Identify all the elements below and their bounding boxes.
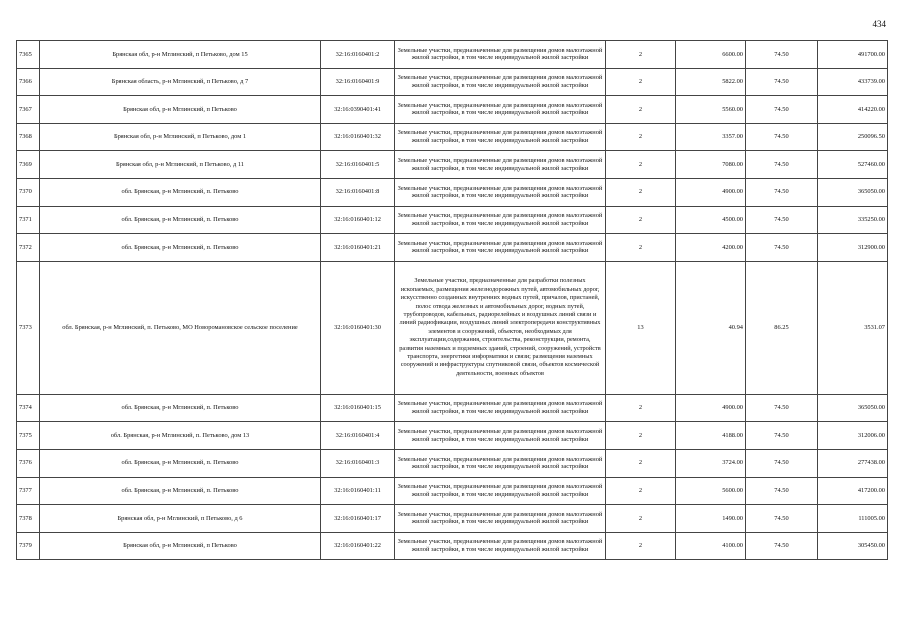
area-cell: 7080.00	[676, 151, 746, 179]
cadastral-number-cell: 32:16:0160401:15	[321, 394, 395, 422]
land-use-cell: Земельные участки, предназначенные для размещения домов малоэтажной жилой застройки, в том числе индивидуальной жилой застройки	[395, 151, 606, 179]
category-cell: 2	[606, 394, 676, 422]
table-row	[17, 505, 888, 533]
table-row	[17, 206, 888, 234]
row-number: 7377	[17, 477, 40, 505]
cadastral-value-cell: 491700.00	[818, 41, 888, 69]
row-number: 7378	[17, 505, 40, 533]
rate-cell: 74.50	[746, 532, 818, 560]
cadastral-value-cell: 417200.00	[818, 477, 888, 505]
category-cell: 2	[606, 123, 676, 151]
row-number: 7370	[17, 178, 40, 206]
cadastral-value-table	[16, 40, 888, 560]
category-cell: 2	[606, 41, 676, 69]
land-use-cell: Земельные участки, предназначенные для размещения домов малоэтажной жилой застройки, в том числе индивидуальной жилой застройки	[395, 68, 606, 96]
cadastral-value-cell: 3531.07	[818, 261, 888, 394]
row-number: 7379	[17, 532, 40, 560]
table-row	[17, 422, 888, 450]
cadastral-number-cell: 32:16:0160401:4	[321, 422, 395, 450]
address-cell: обл. Брянская, р-н Мглинский, п. Петьково	[40, 449, 321, 477]
table-row	[17, 234, 888, 262]
area-cell: 4900.00	[676, 178, 746, 206]
land-use-cell: Земельные участки, предназначенные для размещения домов малоэтажной жилой застройки, в том числе индивидуальной жилой застройки	[395, 394, 606, 422]
rate-cell: 86.25	[746, 261, 818, 394]
cadastral-value-cell: 365050.00	[818, 394, 888, 422]
table-row	[17, 477, 888, 505]
cadastral-value-cell: 250096.50	[818, 123, 888, 151]
address-cell: Брянская обл, р-н Мглинский, п Петьково	[40, 532, 321, 560]
address-cell: обл. Брянская, р-н Мглинский, п. Петьково	[40, 234, 321, 262]
cadastral-number-cell: 32:16:0160401:30	[321, 261, 395, 394]
rate-cell: 74.50	[746, 422, 818, 450]
table-row	[17, 532, 888, 560]
row-number: 7366	[17, 68, 40, 96]
rate-cell: 74.50	[746, 151, 818, 179]
area-cell: 3724.00	[676, 449, 746, 477]
row-number: 7376	[17, 449, 40, 477]
area-cell: 3357.00	[676, 123, 746, 151]
category-cell: 2	[606, 505, 676, 533]
category-cell: 2	[606, 422, 676, 450]
land-use-cell: Земельные участки, предназначенные для размещения домов малоэтажной жилой застройки, в том числе индивидуальной жилой застройки	[395, 206, 606, 234]
land-use-cell: Земельные участки, предназначенные для размещения домов малоэтажной жилой застройки, в том числе индивидуальной жилой застройки	[395, 96, 606, 124]
land-use-cell: Земельные участки, предназначенные для размещения домов малоэтажной жилой застройки, в том числе индивидуальной жилой застройки	[395, 123, 606, 151]
cadastral-value-cell: 414220.00	[818, 96, 888, 124]
area-cell: 4900.00	[676, 394, 746, 422]
category-cell: 2	[606, 178, 676, 206]
cadastral-number-cell: 32:16:0160401:9	[321, 68, 395, 96]
area-cell: 5560.00	[676, 96, 746, 124]
table-row	[17, 178, 888, 206]
cadastral-value-cell: 312900.00	[818, 234, 888, 262]
address-cell: обл. Брянская, р-н Мглинский, п. Петьково	[40, 178, 321, 206]
rate-cell: 74.50	[746, 96, 818, 124]
table-row	[17, 449, 888, 477]
table-row	[17, 261, 888, 394]
rate-cell: 74.50	[746, 178, 818, 206]
category-cell: 2	[606, 206, 676, 234]
land-use-cell: Земельные участки, предназначенные для размещения домов малоэтажной жилой застройки, в том числе индивидуальной жилой застройки	[395, 449, 606, 477]
page-number: 434	[872, 19, 886, 29]
rate-cell: 74.50	[746, 505, 818, 533]
area-cell: 4188.00	[676, 422, 746, 450]
row-number: 7373	[17, 261, 40, 394]
category-cell: 2	[606, 68, 676, 96]
row-number: 7372	[17, 234, 40, 262]
table-row	[17, 68, 888, 96]
row-number: 7375	[17, 422, 40, 450]
area-cell: 40.94	[676, 261, 746, 394]
table-row	[17, 123, 888, 151]
row-number: 7371	[17, 206, 40, 234]
row-number: 7368	[17, 123, 40, 151]
cadastral-value-cell: 111005.00	[818, 505, 888, 533]
row-number: 7367	[17, 96, 40, 124]
category-cell: 2	[606, 449, 676, 477]
rate-cell: 74.50	[746, 234, 818, 262]
cadastral-value-cell: 277438.00	[818, 449, 888, 477]
address-cell: Брянская обл, р-н Мглинский, п Петьково, дом 1	[40, 123, 321, 151]
land-use-cell: Земельные участки, предназначенные для размещения домов малоэтажной жилой застройки, в том числе индивидуальной жилой застройки	[395, 422, 606, 450]
table-row	[17, 394, 888, 422]
table-row	[17, 151, 888, 179]
area-cell: 4200.00	[676, 234, 746, 262]
cadastral-value-cell: 305450.00	[818, 532, 888, 560]
area-cell: 1490.00	[676, 505, 746, 533]
cadastral-number-cell: 32:16:0160401:5	[321, 151, 395, 179]
cadastral-number-cell: 32:16:0390401:41	[321, 96, 395, 124]
land-use-cell: Земельные участки, предназначенные для размещения домов малоэтажной жилой застройки, в том числе индивидуальной жилой застройки	[395, 532, 606, 560]
rate-cell: 74.50	[746, 41, 818, 69]
cadastral-number-cell: 32:16:0160401:17	[321, 505, 395, 533]
cadastral-number-cell: 32:16:0160401:3	[321, 449, 395, 477]
row-number: 7374	[17, 394, 40, 422]
category-cell: 2	[606, 234, 676, 262]
table-row	[17, 96, 888, 124]
cadastral-value-cell: 312006.00	[818, 422, 888, 450]
area-cell: 5600.00	[676, 477, 746, 505]
category-cell: 2	[606, 477, 676, 505]
cadastral-number-cell: 32:16:0160401:21	[321, 234, 395, 262]
land-use-cell: Земельные участки, предназначенные для размещения домов малоэтажной жилой застройки, в том числе индивидуальной жилой застройки	[395, 178, 606, 206]
rate-cell: 74.50	[746, 394, 818, 422]
category-cell: 2	[606, 96, 676, 124]
area-cell: 6600.00	[676, 41, 746, 69]
address-cell: Брянская обл, р-н Мглинский, п Петьково, д 6	[40, 505, 321, 533]
cadastral-value-cell: 527460.00	[818, 151, 888, 179]
category-cell: 13	[606, 261, 676, 394]
land-use-cell: Земельные участки, предназначенные для размещения домов малоэтажной жилой застройки, в том числе индивидуальной жилой застройки	[395, 477, 606, 505]
category-cell: 2	[606, 151, 676, 179]
row-number: 7369	[17, 151, 40, 179]
cadastral-number-cell: 32:16:0160401:22	[321, 532, 395, 560]
address-cell: Брянская обл, р-н Мглинский, п Петьково	[40, 96, 321, 124]
cadastral-number-cell: 32:16:0160401:8	[321, 178, 395, 206]
land-use-cell: Земельные участки, предназначенные для разработки полезных ископаемых, размещения железнодорожных путей, автомобильных дорог, искусственно созданных внутренних водных путей, причалов, пристаней, полос отвода железных и автомобильных дорог, водных путей, трубопроводов, кабельных, радиорелейных и воздушных линий связи и линий радиофикации, воздушных линий электропередачи конструктивных элементов и сооружений, объектов, необходимых для эксплуатации,содержания, строительства, реконструкции, ремонта, развития наземных и подземных зданий, строений, сооружений, устройств транспорта, энергетики информатики и связи; размещения наземных сооружений и инфраструктуры спутниковой связи, объектов космической деятельности, военных объектов	[395, 261, 606, 394]
cadastral-number-cell: 32:16:0160401:12	[321, 206, 395, 234]
area-cell: 4100.00	[676, 532, 746, 560]
land-use-cell: Земельные участки, предназначенные для размещения домов малоэтажной жилой застройки, в том числе индивидуальной жилой застройки	[395, 505, 606, 533]
address-cell: Брянская область, р-н Мглинский, п Петьково, д 7	[40, 68, 321, 96]
rate-cell: 74.50	[746, 206, 818, 234]
address-cell: Брянская обл, р-н Мглинский, п Петьково, дом 15	[40, 41, 321, 69]
category-cell: 2	[606, 532, 676, 560]
cadastral-number-cell: 32:16:0160401:2	[321, 41, 395, 69]
cadastral-number-cell: 32:16:0160401:32	[321, 123, 395, 151]
land-use-cell: Земельные участки, предназначенные для размещения домов малоэтажной жилой застройки, в том числе индивидуальной жилой застройки	[395, 41, 606, 69]
row-number: 7365	[17, 41, 40, 69]
table-row	[17, 41, 888, 69]
address-cell: обл. Брянская, р-н Мглинский, п. Петьково	[40, 477, 321, 505]
address-cell: обл. Брянская, р-н Мглинский, п. Петьково, МО Новоромановское сельское поселение	[40, 261, 321, 394]
rate-cell: 74.50	[746, 123, 818, 151]
rate-cell: 74.50	[746, 477, 818, 505]
address-cell: обл. Брянская, р-н Мглинский, п. Петьково, дом 13	[40, 422, 321, 450]
area-cell: 5822.00	[676, 68, 746, 96]
area-cell: 4500.00	[676, 206, 746, 234]
rate-cell: 74.50	[746, 68, 818, 96]
cadastral-value-cell: 433739.00	[818, 68, 888, 96]
rate-cell: 74.50	[746, 449, 818, 477]
address-cell: обл. Брянская, р-н Мглинский, п. Петьково	[40, 394, 321, 422]
land-use-cell: Земельные участки, предназначенные для размещения домов малоэтажной жилой застройки, в том числе индивидуальной жилой застройки	[395, 234, 606, 262]
address-cell: обл. Брянская, р-н Мглинский, п. Петьково	[40, 206, 321, 234]
table-body	[17, 41, 888, 560]
cadastral-value-cell: 335250.00	[818, 206, 888, 234]
address-cell: Брянская обл, р-н Мглинский, п Петьково, д 11	[40, 151, 321, 179]
cadastral-value-cell: 365050.00	[818, 178, 888, 206]
cadastral-number-cell: 32:16:0160401:11	[321, 477, 395, 505]
